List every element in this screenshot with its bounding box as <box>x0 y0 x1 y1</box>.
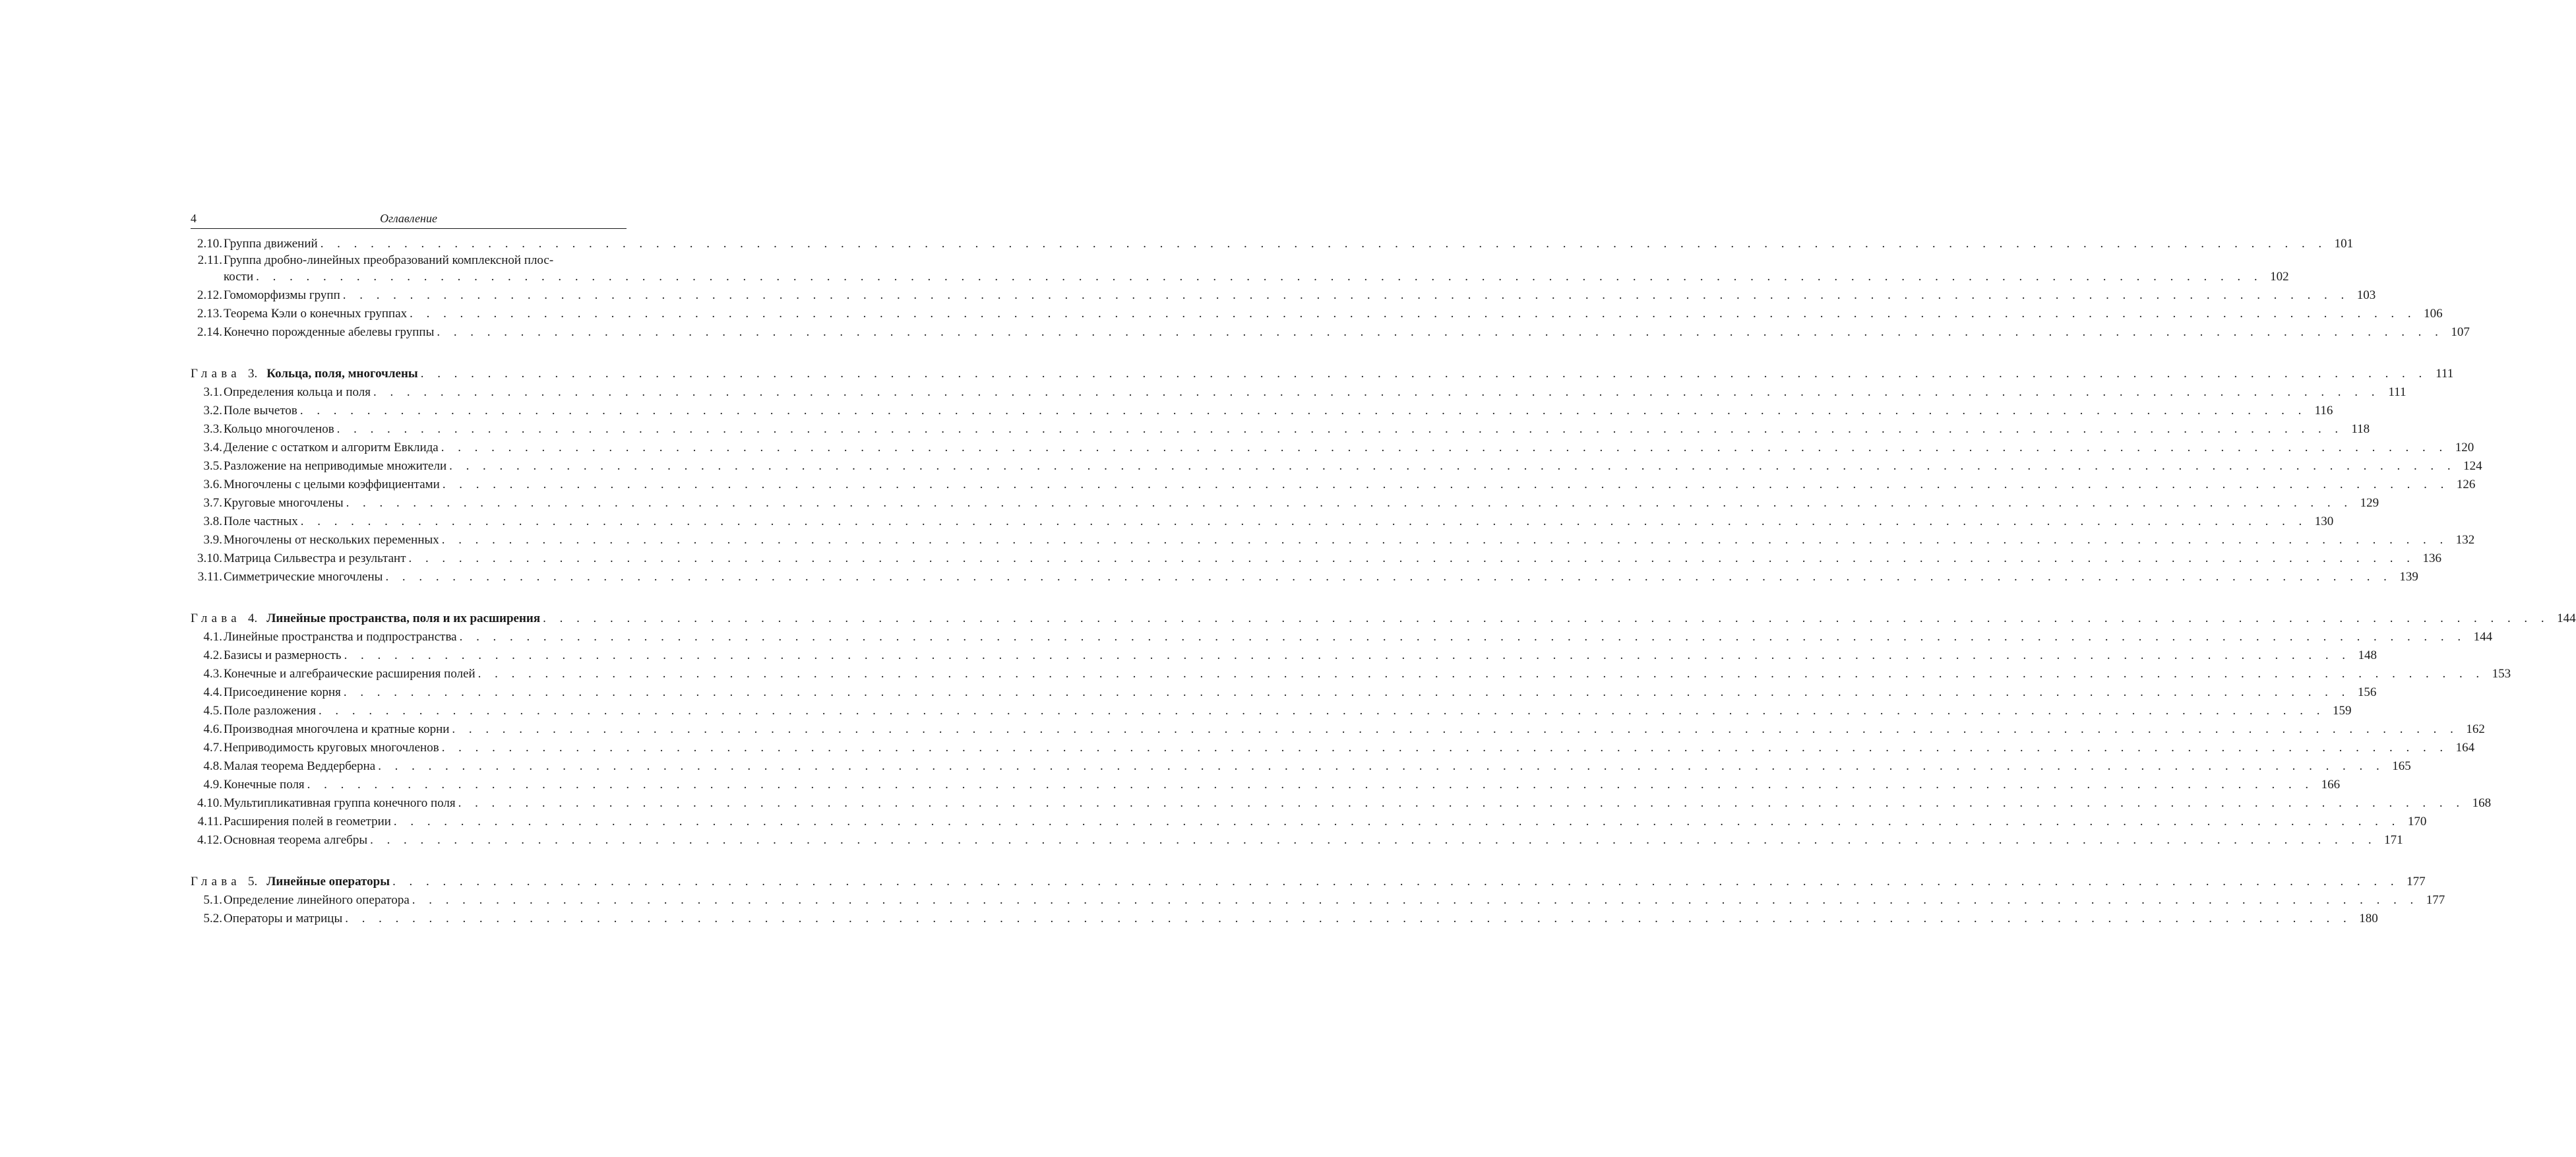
entry-line <box>224 831 2403 850</box>
toc-entry <box>191 813 2427 831</box>
entry-title: Симметрические многочлены <box>224 570 383 584</box>
entry-line <box>224 439 2474 457</box>
entry-number: 2.10. <box>197 237 222 251</box>
toc-entry <box>191 531 2475 549</box>
entry-title: Производная многочлена и кратные корни <box>224 722 450 736</box>
entry-title: Мультипликативная группа конечного поля <box>224 796 456 810</box>
page-number: 4 <box>191 212 197 225</box>
entry-line <box>224 402 2333 420</box>
entry-title: Многочлены от нескольких переменных <box>224 533 439 547</box>
entry-page: 153 <box>2492 667 2511 681</box>
chapter-label: Глава <box>191 875 248 889</box>
toc-entry <box>191 439 2474 457</box>
chapter-page: 177 <box>2407 875 2426 889</box>
entry-title: Группа движений <box>224 237 318 251</box>
entry-line <box>224 646 2377 665</box>
entry-page: 165 <box>2392 759 2411 773</box>
entry-page: 120 <box>2455 441 2474 454</box>
dot-leader: . . . . . . . . . . . . . . . . . . . . . . . . . . . . . . . . . . . . . . . . . . . . . . . . . . . . . . . . . . . . . . . . . . . . . . . . . . . . . . . . . . . . . . . . . . . . . . . . . . . . . . . . . . . . . . . . . . . . . . . . <box>437 325 2443 339</box>
toc-entry <box>191 776 2341 794</box>
dot-leader: . . . . . . . . . . . . . . . . . . . . . . . . . . . . . . . . . . . . . . . . . . . . . . . . . . . . . . . . . . . . . . . . . . . . . . . . . . . . . . . . . . . . . . . . . . . . . . . . . . . . . . . . . . . . . . . . . . . . . . . . <box>385 570 2392 584</box>
entry-number: 3.5. <box>203 459 222 473</box>
dot-leader: . . . . . . . . . . . . . . . . . . . . . . . . . . . . . . . . . . . . . . . . . . . . . . . . . . . . . . . . . . . . . . . . . . . . . . . . . . . . . . . . . . . . . . . . . . . . . . . . . . . . . . . . . . . . . . . . . . . . . . . . <box>477 667 2485 681</box>
chapter-line <box>191 873 2426 891</box>
entry-page: 171 <box>2384 833 2403 847</box>
chapter-line <box>191 365 2454 383</box>
dot-leader: . . . . . . . . . . . . . . . . . . . . . . . . . . . . . . . . . . . . . . . . . . . . . . . . . . . . . . . . . . . . . . . . . . . . . . . . . . . . . . . . . . . . . . . . . . . . . . . . . . . . . . . . . . . . . . . . . . . . . . . . <box>442 478 2449 491</box>
chapter-title: Кольца, поля, многочлены <box>266 367 418 381</box>
entry-page: 129 <box>2360 496 2379 510</box>
entry-number: 4.5. <box>203 704 222 718</box>
entry-page: 101 <box>2334 237 2354 251</box>
dot-leader: . . . . . . . . . . . . . . . . . . . . . . . . . . . . . . . . . . . . . . . . . . . . . . . . . . . . . . . . . . . . . . . . . . . . . . . . . . . . . . . . . . . . . . . . . . . . . . . . . . . . . . . . . . . . . . . . . . . . . . . . <box>256 270 2263 284</box>
dot-leader: . . . . . . . . . . . . . . . . . . . . . . . . . . . . . . . . . . . . . . . . . . . . . . . . . . . . . . . . . . . . . . . . . . . . . . . . . . . . . . . . . . . . . . . . . . . . . . . . . . . . . . . . . . . . . . . . . . . . . . . . <box>307 778 2314 792</box>
entry-number: 3.7. <box>203 496 222 510</box>
entry-title: Круговые многочлены <box>224 496 344 510</box>
entry-title: Расширения полей в геометрии <box>224 815 391 829</box>
entry-number: 4.9. <box>203 778 222 792</box>
entry-number: 3.11. <box>197 570 222 584</box>
entry-page: 180 <box>2359 912 2378 925</box>
entry-line <box>224 910 2378 928</box>
entry-title: Поле частных <box>224 515 298 528</box>
toc-entry <box>191 549 2441 568</box>
entry-line <box>224 683 2377 702</box>
dot-leader: . . . . . . . . . . . . . . . . . . . . . . . . . . . . . . . . . . . . . . . . . . . . . . . . . . . . . . . . . . . . . . . . . . . . . . . . . . . . . . . . . . . . . . . . . . . . . . . . . . . . . . . . . . . . . . . . . . . . . . . . <box>459 630 2467 644</box>
dot-leader: . . . . . . . . . . . . . . . . . . . . . . . . . . . . . . . . . . . . . . . . . . . . . . . . . . . . . . . . . . . . . . . . . . . . . . . . . . . . . . . . . . . . . . . . . . . . . . . . . . . . . . . . . . . . . . . . . . . . . . . . <box>300 515 2308 528</box>
toc-entry <box>191 910 2378 928</box>
dot-leader: . . . . . . . . . . . . . . . . . . . . . . . . . . . . . . . . . . . . . . . . . . . . . . . . . . . . . . . . . . . . . . . . . . . . . . . . . . . . . . . . . . . . . . . . . . . . . . . . . . . . . . . . . . . . . . . . . . . . . . . . <box>342 288 2350 302</box>
toc-entry <box>191 253 627 268</box>
chapter-line <box>191 610 2576 628</box>
chapter-page: 144 <box>2557 611 2576 625</box>
entry-title: Определение линейного оператора <box>224 893 410 907</box>
toc-page <box>191 210 2576 928</box>
entry-page: 107 <box>2451 325 2470 339</box>
entry-number: 4.11. <box>197 815 222 829</box>
entry-number: 3.2. <box>203 404 222 418</box>
entry-page: 126 <box>2456 478 2476 491</box>
entry-number: 3.4. <box>203 441 222 454</box>
table-of-contents <box>191 235 2576 928</box>
toc-entry <box>191 665 2511 683</box>
entry-number: 3.3. <box>203 422 222 436</box>
toc-entry <box>191 235 2354 253</box>
entry-page: 132 <box>2455 533 2475 547</box>
toc-entry <box>191 739 2475 757</box>
entry-line <box>224 457 2482 476</box>
toc-entry <box>191 568 2418 586</box>
entry-number: 4.7. <box>203 741 222 755</box>
entry-page: 118 <box>2351 422 2370 436</box>
chapter-label: Глава <box>191 367 248 381</box>
dot-leader: . . . . . . . . . . . . . . . . . . . . . . . . . . . . . . . . . . . . . . . . . . . . . . . . . . . . . . . . . . . . . . . . . . . . . . . . . . . . . . . . . . . . . . . . . . . . . . . . . . . . . . . . . . . . . . . . . . . . . . . . <box>441 741 2449 755</box>
toc-entry <box>191 402 2333 420</box>
toc-entry <box>191 794 2492 813</box>
entry-title: Матрица Сильвестра и результант <box>224 551 406 565</box>
entry-title: Деление с остатком и алгоритм Евклида <box>224 441 439 454</box>
chapter-number: 5. <box>248 875 258 889</box>
toc-entry <box>191 513 2334 531</box>
entry-page: 106 <box>2424 307 2443 321</box>
entry-page: 136 <box>2422 551 2441 565</box>
entry-page: 159 <box>2332 704 2352 718</box>
entry-page: 124 <box>2463 459 2482 473</box>
entry-line <box>224 628 2493 646</box>
entry-number: 2.13. <box>197 307 222 321</box>
dot-leader: . . . . . . . . . . . . . . . . . . . . . . . . . . . . . . . . . . . . . . . . . . . . . . . . . . . . . . . . . . . . . . . . . . . . . . . . . . . . . . . . . . . . . . . . . . . . . . . . . . . . . . . . . . . . . . . . . . . . . . . . <box>336 422 2344 436</box>
entry-number: 3.6. <box>203 478 222 491</box>
toc-entry <box>191 646 2377 665</box>
entry-title: Поле разложения <box>224 704 316 718</box>
dot-leader: . . . . . . . . . . . . . . . . . . . . . . . . . . . . . . . . . . . . . . . . . . . . . . . . . . . . . . . . . . . . . . . . . . . . . . . . . . . . . . . . . . . . . . . . . . . . . . . . . . . . . . . . . . . . . . . . . . . . . . . . <box>378 759 2385 773</box>
toc-entry <box>191 891 2445 910</box>
entry-title: Конечные поля <box>224 778 305 792</box>
toc-entry-continuation <box>191 268 2289 286</box>
dot-leader: . . . . . . . . . . . . . . . . . . . . . . . . . . . . . . . . . . . . . . . . . . . . . . . . . . . . . . . . . . . . . . . . . . . . . . . . . . . . . . . . . . . . . . . . . . . . . . . . . . . . . . . . . . . . . . . . . . . . . . . . <box>408 551 2415 565</box>
entry-title: Линейные пространства и подпространства <box>224 630 457 644</box>
entry-title: кости <box>224 270 254 284</box>
entry-title: Базисы и размерность <box>224 648 342 662</box>
chapter-title: Линейные операторы <box>266 875 390 889</box>
toc-entry <box>191 831 2403 850</box>
entry-number: 4.8. <box>203 759 222 773</box>
entry-title: Конечно порожденные абелевы группы <box>224 325 435 339</box>
dot-leader: . . . . . . . . . . . . . . . . . . . . . . . . . . . . . . . . . . . . . . . . . . . . . . . . . . . . . . . . . . . . . . . . . . . . . . . . . . . . . . . . . . . . . . . . . . . . . . . . . . . . . . . . . . . . . . . . . . . . . . . . <box>452 722 2459 736</box>
running-head <box>191 210 627 229</box>
running-title: Оглавление <box>380 212 437 225</box>
dot-leader: . . . . . . . . . . . . . . . . . . . . . . . . . . . . . . . . . . . . . . . . . . . . . . . . . . . . . . . . . . . . . . . . . . . . . . . . . . . . . . . . . . . . . . . . . . . . . . . . . . . . . . . . . . . . . . . . . . . . . . . . <box>420 367 2428 381</box>
entry-line <box>224 757 2411 776</box>
entry-page: 170 <box>2407 815 2427 829</box>
entry-line <box>224 268 2289 286</box>
entry-title: Конечные и алгебраические расширения полей <box>224 667 475 681</box>
chapter-label: Глава <box>191 611 248 625</box>
toc-entry <box>191 702 2352 720</box>
entry-title: Разложение на неприводимые множители <box>224 459 447 473</box>
chapter-gap <box>191 342 627 365</box>
chapter-title: Линейные пространства, поля и их расширения <box>266 611 541 625</box>
toc-entry <box>191 720 2485 739</box>
entry-line <box>224 420 2370 439</box>
entry-line <box>224 720 2485 739</box>
entry-line <box>224 739 2475 757</box>
dot-leader: . . . . . . . . . . . . . . . . . . . . . . . . . . . . . . . . . . . . . . . . . . . . . . . . . . . . . . . . . . . . . . . . . . . . . . . . . . . . . . . . . . . . . . . . . . . . . . . . . . . . . . . . . . . . . . . . . . . . . . . . <box>393 815 2401 829</box>
toc-entry <box>191 323 2470 342</box>
entry-page: 130 <box>2314 515 2334 528</box>
entry-page: 156 <box>2357 685 2377 699</box>
chapter-title <box>191 610 543 628</box>
toc-entry <box>191 476 2476 494</box>
entry-page: 111 <box>2388 385 2407 399</box>
toc-entry <box>191 305 2443 323</box>
dot-leader: . . . . . . . . . . . . . . . . . . . . . . . . . . . . . . . . . . . . . . . . . . . . . . . . . . . . . . . . . . . . . . . . . . . . . . . . . . . . . . . . . . . . . . . . . . . . . . . . . . . . . . . . . . . . . . . . . . . . . . . . <box>458 796 2465 810</box>
dot-leader: . . . . . . . . . . . . . . . . . . . . . . . . . . . . . . . . . . . . . . . . . . . . . . . . . . . . . . . . . . . . . . . . . . . . . . . . . . . . . . . . . . . . . . . . . . . . . . . . . . . . . . . . . . . . . . . . . . . . . . . . <box>449 459 2456 473</box>
entry-title: Гомоморфизмы групп <box>224 288 340 302</box>
entry-page: 164 <box>2455 741 2475 755</box>
dot-leader: . . . . . . . . . . . . . . . . . . . . . . . . . . . . . . . . . . . . . . . . . . . . . . . . . . . . . . . . . . . . . . . . . . . . . . . . . . . . . . . . . . . . . . . . . . . . . . . . . . . . . . . . . . . . . . . . . . . . . . . . <box>543 611 2550 625</box>
entry-line <box>224 494 2379 513</box>
entry-title: Поле вычетов <box>224 404 297 418</box>
dot-leader: . . . . . . . . . . . . . . . . . . . . . . . . . . . . . . . . . . . . . . . . . . . . . . . . . . . . . . . . . . . . . . . . . . . . . . . . . . . . . . . . . . . . . . . . . . . . . . . . . . . . . . . . . . . . . . . . . . . . . . . . <box>392 875 2399 889</box>
chapter-page: 111 <box>2436 367 2454 381</box>
chapter-heading <box>191 610 2576 628</box>
entry-number: 5.2. <box>203 912 222 925</box>
entry-number: 2.14. <box>197 325 222 339</box>
dot-leader: . . . . . . . . . . . . . . . . . . . . . . . . . . . . . . . . . . . . . . . . . . . . . . . . . . . . . . . . . . . . . . . . . . . . . . . . . . . . . . . . . . . . . . . . . . . . . . . . . . . . . . . . . . . . . . . . . . . . . . . . <box>370 833 2377 847</box>
entry-line <box>224 305 2443 323</box>
chapter-heading <box>191 365 2454 383</box>
entry-page: 116 <box>2314 404 2333 418</box>
entry-title: Определения кольца и поля <box>224 385 371 399</box>
entry-page: 103 <box>2356 288 2376 302</box>
entry-line <box>224 323 2470 342</box>
entry-line <box>224 286 2376 305</box>
entry-number: 5.1. <box>203 893 222 907</box>
entry-number: 4.10. <box>197 796 222 810</box>
dot-leader: . . . . . . . . . . . . . . . . . . . . . . . . . . . . . . . . . . . . . . . . . . . . . . . . . . . . . . . . . . . . . . . . . . . . . . . . . . . . . . . . . . . . . . . . . . . . . . . . . . . . . . . . . . . . . . . . . . . . . . . . <box>299 404 2307 418</box>
entry-page: 148 <box>2358 648 2377 662</box>
entry-page: 177 <box>2426 893 2445 907</box>
toc-entry <box>191 420 2370 439</box>
entry-number: 3.9. <box>203 533 222 547</box>
entry-number: 4.12. <box>197 833 222 847</box>
dot-leader: . . . . . . . . . . . . . . . . . . . . . . . . . . . . . . . . . . . . . . . . . . . . . . . . . . . . . . . . . . . . . . . . . . . . . . . . . . . . . . . . . . . . . . . . . . . . . . . . . . . . . . . . . . . . . . . . . . . . . . . . <box>320 237 2327 251</box>
entry-title: Неприводимость круговых многочленов <box>224 741 439 755</box>
entry-number: 3.8. <box>203 515 222 528</box>
chapter-gap <box>191 850 627 873</box>
toc-entry <box>191 628 2493 646</box>
dot-leader: . . . . . . . . . . . . . . . . . . . . . . . . . . . . . . . . . . . . . . . . . . . . . . . . . . . . . . . . . . . . . . . . . . . . . . . . . . . . . . . . . . . . . . . . . . . . . . . . . . . . . . . . . . . . . . . . . . . . . . . . <box>441 441 2448 454</box>
chapter-title <box>191 365 421 383</box>
entry-title: Операторы и матрицы <box>224 912 343 925</box>
entry-line <box>224 531 2475 549</box>
entry-line <box>224 549 2441 568</box>
entry-number: 3.10. <box>197 551 222 565</box>
chapter-heading <box>191 873 2426 891</box>
entry-title: Многочлены с целыми коэффициентами <box>224 478 440 491</box>
entry-page: 166 <box>2321 778 2341 792</box>
dot-leader: . . . . . . . . . . . . . . . . . . . . . . . . . . . . . . . . . . . . . . . . . . . . . . . . . . . . . . . . . . . . . . . . . . . . . . . . . . . . . . . . . . . . . . . . . . . . . . . . . . . . . . . . . . . . . . . . . . . . . . . . <box>441 533 2449 547</box>
entry-line <box>224 702 2352 720</box>
entry-number: 4.4. <box>203 685 222 699</box>
toc-entry <box>191 757 2411 776</box>
dot-leader: . . . . . . . . . . . . . . . . . . . . . . . . . . . . . . . . . . . . . . . . . . . . . . . . . . . . . . . . . . . . . . . . . . . . . . . . . . . . . . . . . . . . . . . . . . . . . . . . . . . . . . . . . . . . . . . . . . . . . . . . <box>344 648 2351 662</box>
entry-line <box>224 776 2341 794</box>
entry-number: 3.1. <box>203 385 222 399</box>
chapter-number: 3. <box>248 367 258 381</box>
toc-entry <box>191 683 2377 702</box>
entry-page: 144 <box>2473 630 2493 644</box>
toc-entry <box>191 286 2376 305</box>
entry-title: Группа дробно-линейных преобразований комплексной плос- <box>224 253 554 267</box>
entry-page: 139 <box>2399 570 2418 584</box>
chapter-title <box>191 873 392 891</box>
entry-number: 4.3. <box>203 667 222 681</box>
toc-entry <box>191 457 2482 476</box>
entry-number: 2.11. <box>197 253 222 267</box>
dot-leader: . . . . . . . . . . . . . . . . . . . . . . . . . . . . . . . . . . . . . . . . . . . . . . . . . . . . . . . . . . . . . . . . . . . . . . . . . . . . . . . . . . . . . . . . . . . . . . . . . . . . . . . . . . . . . . . . . . . . . . . . <box>343 685 2350 699</box>
entry-line <box>224 476 2476 494</box>
entry-title: Теорема Кэли о конечных группах <box>224 307 408 321</box>
entry-title: Кольцо многочленов <box>224 422 334 436</box>
entry-title: Присоединение корня <box>224 685 341 699</box>
entry-title: Малая теорема Веддерберна <box>224 759 376 773</box>
entry-number: 4.6. <box>203 722 222 736</box>
chapter-number: 4. <box>248 611 258 625</box>
dot-leader: . . . . . . . . . . . . . . . . . . . . . . . . . . . . . . . . . . . . . . . . . . . . . . . . . . . . . . . . . . . . . . . . . . . . . . . . . . . . . . . . . . . . . . . . . . . . . . . . . . . . . . . . . . . . . . . . . . . . . . . . <box>410 307 2416 321</box>
entry-page: 102 <box>2270 270 2289 284</box>
toc-entry <box>191 494 2379 513</box>
entry-title: Основная теорема алгебры <box>224 833 368 847</box>
chapter-gap <box>191 586 627 610</box>
entry-number: 4.2. <box>203 648 222 662</box>
entry-line <box>224 794 2492 813</box>
entry-line <box>224 568 2418 586</box>
entry-line <box>224 665 2511 683</box>
dot-leader: . . . . . . . . . . . . . . . . . . . . . . . . . . . . . . . . . . . . . . . . . . . . . . . . . . . . . . . . . . . . . . . . . . . . . . . . . . . . . . . . . . . . . . . . . . . . . . . . . . . . . . . . . . . . . . . . . . . . . . . . <box>318 704 2325 718</box>
dot-leader: . . . . . . . . . . . . . . . . . . . . . . . . . . . . . . . . . . . . . . . . . . . . . . . . . . . . . . . . . . . . . . . . . . . . . . . . . . . . . . . . . . . . . . . . . . . . . . . . . . . . . . . . . . . . . . . . . . . . . . . . <box>373 385 2380 399</box>
entry-number: 4.1. <box>203 630 222 644</box>
toc-entry <box>191 383 2407 402</box>
dot-leader: . . . . . . . . . . . . . . . . . . . . . . . . . . . . . . . . . . . . . . . . . . . . . . . . . . . . . . . . . . . . . . . . . . . . . . . . . . . . . . . . . . . . . . . . . . . . . . . . . . . . . . . . . . . . . . . . . . . . . . . . <box>345 912 2352 925</box>
entry-line <box>224 513 2334 531</box>
entry-line <box>224 235 2354 253</box>
entry-line <box>224 383 2407 402</box>
dot-leader: . . . . . . . . . . . . . . . . . . . . . . . . . . . . . . . . . . . . . . . . . . . . . . . . . . . . . . . . . . . . . . . . . . . . . . . . . . . . . . . . . . . . . . . . . . . . . . . . . . . . . . . . . . . . . . . . . . . . . . . . <box>346 496 2353 510</box>
entry-number: 2.12. <box>197 288 222 302</box>
entry-line <box>224 891 2445 910</box>
entry-line <box>224 813 2427 831</box>
dot-leader: . . . . . . . . . . . . . . . . . . . . . . . . . . . . . . . . . . . . . . . . . . . . . . . . . . . . . . . . . . . . . . . . . . . . . . . . . . . . . . . . . . . . . . . . . . . . . . . . . . . . . . . . . . . . . . . . . . . . . . . . <box>412 893 2419 907</box>
entry-page: 168 <box>2472 796 2492 810</box>
entry-page: 162 <box>2466 722 2485 736</box>
